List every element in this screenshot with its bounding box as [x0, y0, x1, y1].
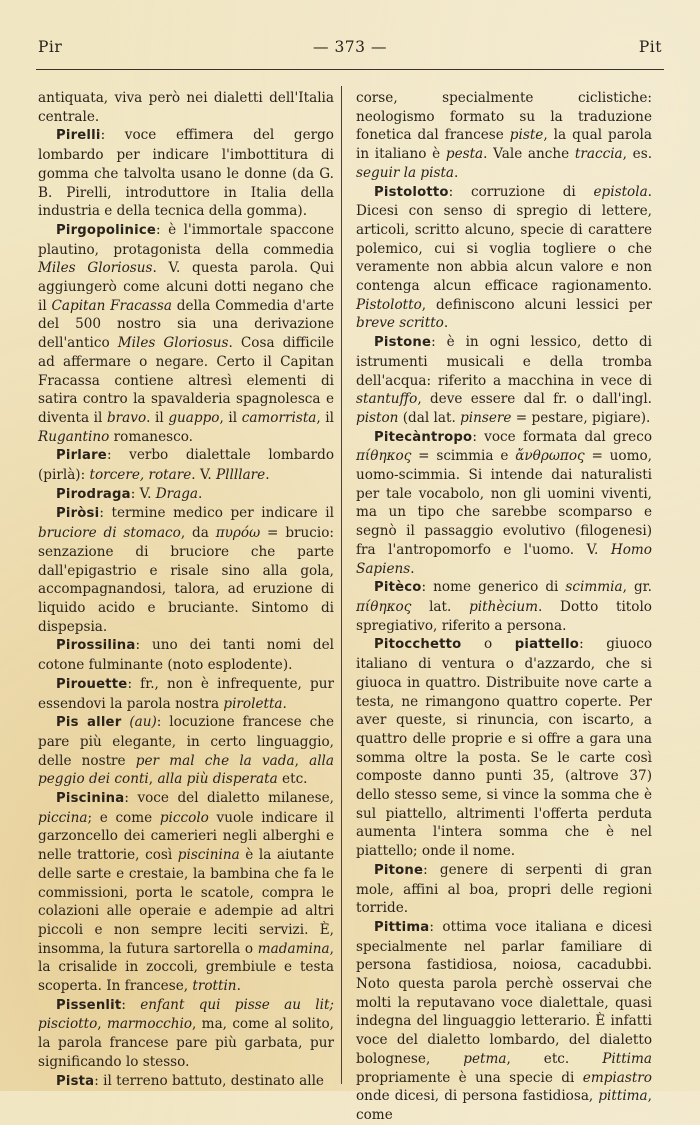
entry-text: : termine medico per indicare il: [99, 505, 334, 522]
italic-term: ἄνθρωπος: [515, 448, 585, 465]
entry-text: : il terreno battuto, destinato alle: [94, 1072, 324, 1089]
left-column: [38, 89, 334, 1091]
entry-headword: Piscinina: [56, 791, 125, 807]
entry-text: : ottima voce italiana e dicesi specialmente nel parlar familiare di persona fastidiosa, noiosa, cacadubbi. Noto questa parola perchè osservai che molti la reputavano voce dialettale, quasi indegna del linguaggio letterario. È infatti voce del dialetto lombardo, del dialetto bolognese,: [356, 918, 652, 1067]
italic-term: (au): [129, 714, 157, 731]
italic-term: piccina: [38, 809, 88, 826]
entry-text: : fr., non è infrequente, pur essendovi la parola nostra: [38, 675, 334, 712]
entry-text: : è l'immortale spaccone plautino, protagonista della commedia: [38, 221, 334, 258]
entry-text: .: [236, 978, 241, 995]
header-guide-word-left: Pir: [38, 38, 63, 56]
entry-text: , etc.: [506, 1050, 603, 1067]
italic-term: bravo: [106, 409, 147, 426]
italic-term: πίθηκος: [356, 598, 412, 615]
dictionary-entry: [356, 861, 652, 918]
entry-headword: Pirgopolinice: [56, 222, 156, 238]
column-divider: [341, 86, 342, 1084]
dictionary-entry: [38, 789, 334, 996]
italic-term: Pistolotto: [356, 296, 422, 313]
dictionary-entry: [38, 996, 334, 1072]
entry-text: : voce formata dal greco: [472, 428, 652, 445]
entry-text: : voce del dialetto milanese,: [124, 790, 334, 807]
italic-term: seguir la pista: [356, 164, 455, 181]
italic-term: scimmia: [565, 579, 623, 596]
entry-headword: Pirossilina: [56, 638, 136, 654]
dictionary-entry: [356, 918, 652, 1125]
entry-text: , la crisalide in zoccoli, grembiule e testa scoperta. In francese,: [38, 940, 334, 995]
entry-text: , il: [316, 409, 334, 426]
italic-term: pinsere: [460, 409, 512, 426]
entry-text: lat.: [411, 598, 470, 615]
italic-term: piscinina: [177, 847, 240, 864]
entry-headword: Pitone: [374, 862, 424, 878]
italic-term: alla più disperata: [157, 771, 278, 788]
italic-term: enfant qui pisse au lit; pisciotto: [38, 996, 334, 1033]
entry-headword: Pis aller: [56, 715, 122, 731]
dictionary-entry: [38, 636, 334, 674]
entry-text: .: [410, 560, 415, 577]
entry-text: ,: [97, 1016, 107, 1033]
dictionary-entry: [38, 485, 334, 505]
dictionary-entry: [38, 504, 334, 636]
entry-text: , gr.: [622, 579, 652, 596]
entry-text: . il: [146, 409, 169, 426]
italic-term: pithècium: [469, 598, 538, 615]
italic-term: Pittima: [602, 1050, 652, 1067]
entry-headword: Pirodraga: [56, 486, 131, 502]
italic-term: epistola: [593, 183, 648, 200]
italic-term: pesta: [445, 146, 484, 163]
entry-continuation: [356, 89, 652, 183]
italic-term: Rugantino: [38, 428, 110, 445]
dictionary-entry: [38, 446, 334, 484]
entry-headword: Pista: [56, 1073, 95, 1089]
entry-headword: Piròsi: [56, 506, 100, 522]
dictionary-entry: [38, 675, 334, 713]
entry-text: = scimmia e: [411, 448, 516, 465]
right-column: [356, 89, 652, 1125]
entry-text: propriamente è una specie di: [356, 1069, 583, 1086]
italic-term: Pllllare: [216, 467, 266, 484]
entry-text: .: [443, 315, 449, 332]
entry-text: , come: [356, 1088, 652, 1123]
italic-term: πίθηκος: [356, 448, 412, 465]
page-number: — 373 —: [313, 38, 387, 56]
entry-text: o: [461, 636, 515, 653]
entry-text: .: [198, 485, 203, 502]
entry-text: , deve essere dal fr. o dall'ingl.: [417, 391, 652, 408]
entry-text: ,: [294, 752, 310, 769]
entry-text: , la qual parola in italiano è: [356, 127, 652, 163]
entry-text: : uno dei tanti nomi del cotone fulminante (noto esplodente).: [38, 637, 334, 674]
entry-text: onde dicesi, di persona fastidiosa,: [356, 1088, 599, 1105]
entry-text: . V.: [191, 467, 217, 484]
dictionary-entry: [356, 183, 652, 334]
italic-term: traccia: [574, 146, 623, 163]
entry-text: : verbo dialettale lombardo (pirlà):: [38, 447, 334, 484]
italic-term: breve scritto: [356, 315, 444, 332]
entry-headword: Pitèco: [374, 580, 422, 596]
entry-text: = uomo, uomo-scimmia. Si intende dai naturalisti per tale vocabolo, non gli uomini viventi, ma un tipo che sarebbe scomparso e segnò il passaggio evolutivo (filogenesi) fra l'antropomorfo e l'uomo. V.: [356, 448, 653, 558]
entry-text: = brucio: senzazione di bruciore che parte dall'epigastrio e risale sino alla gola, accompagnandosi, talora, ad eruzione di liquido acido e bruciante. Sintomo di dispepsia.: [38, 525, 334, 635]
entry-text: della Commedia d'arte del 500 nostro sia una derivazione dell'antico: [38, 297, 334, 352]
italic-term: per mal che la vada: [135, 752, 295, 769]
entry-text: romanesco.: [109, 428, 193, 445]
italic-term: piroletta: [223, 695, 283, 712]
entry-text: è la aiutante delle sarte e crestaie, la bambina che fa le commissioni, porta le scatole, compra le colazioni alle operaie e adempie ad altri piccoli e non sempre leciti servizi. È, insomma, la futura sartorella o: [38, 847, 334, 957]
entry-text: vuole indicare il garzoncello dei camerieri negli alberghi e nelle trattorie, così: [38, 809, 334, 864]
entry-text: .: [454, 164, 459, 181]
entry-text: : V.: [130, 485, 156, 502]
entry-text: . Vale anche: [483, 146, 575, 163]
italic-term: Capitan Fracassa: [51, 297, 172, 314]
entry-text: : giuoco italiano di ventura o d'azzardo, che si giuoca in quattro. Distribuite nove carte a testa, ne rimangono quattro coperte. Per aver queste, si rinuncia, con iscarto, a quattro delle proprie e si offre a gara una somma oltre la posta. Se le carte così composte danno punti 35, (altrove 37) dello stesso seme, si vince la somma che è sul piattello, altrimenti l'offerta perduta aumenta l'intera somma che è nel piattello; onde il nome.: [356, 636, 653, 860]
entry-text: : genere di serpenti di gran mole, affini al boa, propri delle regioni torride.: [356, 861, 652, 917]
dictionary-entry: [38, 126, 334, 221]
italic-term: πυρόω: [215, 525, 261, 542]
entry-text: : è in ogni lessico, detto di istrumenti musicali e della tromba dell'acqua: riferito a macchina in vece di: [356, 334, 652, 389]
dictionary-entry: [38, 1072, 334, 1092]
entry-text: antiquata, viva però nei dialetti dell'Italia centrale.: [38, 90, 334, 125]
entry-headword: Pitecàntropo: [374, 429, 473, 445]
italic-term: Draga: [155, 485, 199, 502]
italic-term: bruciore di stomaco: [38, 525, 181, 542]
italic-term: petma: [463, 1050, 507, 1067]
entry-headword: piattello: [514, 637, 580, 653]
entry-headword: Pistolotto: [374, 184, 449, 200]
entry-text: : nome generico di: [421, 579, 566, 596]
entry-text: . Dicesi con senso di spregio di lettere, articoli, scritto alcuno, specie di carattere polemico, cui si voglia togliere o che veramente non abbia alcun valore e non contenga alcun efficace ragionamento.: [356, 183, 652, 295]
italic-term: camorrista: [241, 409, 317, 426]
italic-term: piste: [509, 127, 544, 144]
italic-term: pittima: [598, 1088, 648, 1105]
entry-continuation: [38, 89, 334, 126]
entry-text: ; e come: [87, 809, 160, 826]
dictionary-entry: [38, 221, 334, 446]
entry-text: , definiscono alcuni lessici per: [421, 296, 652, 313]
entry-headword: Pissenlit: [56, 997, 122, 1013]
dictionary-entry: [356, 333, 652, 428]
header-guide-word-right: Pit: [638, 38, 662, 56]
running-header: [36, 38, 664, 58]
entry-headword: Pirelli: [56, 128, 101, 144]
entry-text: . Dotto titolo spregiativo, riferito a persona.: [356, 598, 652, 634]
entry-text: = pestare, pigiare).: [511, 409, 651, 426]
entry-text: : locuzione francese che pare più elegante, in certo linguaggio, delle nostre: [38, 714, 334, 769]
entry-text: ,: [148, 771, 158, 788]
entry-text: :: [121, 996, 141, 1013]
italic-term: guappo: [168, 409, 220, 426]
entry-text: corse, specialmente ciclistiche: neologismo formato su la traduzione fonetica dal francese: [356, 90, 652, 144]
entry-headword: Pitocchetto: [374, 637, 462, 653]
italic-term: alla peggio dei conti: [38, 752, 334, 788]
entry-text: , ma, come al solito, la parola francese pare più garbata, pur significando lo stesso.: [38, 1016, 334, 1070]
italic-term: Homo Sapiens: [356, 541, 652, 577]
italic-term: piston: [356, 409, 399, 426]
entry-headword: Pistone: [374, 335, 432, 351]
dictionary-entry: [356, 428, 652, 579]
dictionary-entry: [356, 635, 652, 860]
header-rule: [36, 69, 664, 70]
entry-text: . Cosa difficile ad affermare o negare. Certo il Capitan Fracassa contiene altresì elementi di satira contro la spavalderia spagnolesca e diventa il: [38, 335, 334, 426]
entry-text: .: [282, 695, 287, 712]
dictionary-entry: [356, 578, 652, 635]
entry-text: . V. questa parola. Qui aggiungerò come alcuni dotti negano che il: [38, 260, 334, 314]
italic-term: stantuffo: [356, 391, 418, 408]
italic-term: empiastro: [582, 1069, 652, 1086]
italic-term: piccolo: [159, 809, 209, 826]
entry-text: etc.: [277, 771, 308, 788]
italic-term: marmocchio: [106, 1016, 193, 1033]
dictionary-entry: [38, 713, 334, 789]
italic-term: Miles Gloriosus: [117, 335, 229, 352]
entry-text: , il: [219, 409, 242, 426]
entry-headword: Pirlare: [56, 448, 107, 464]
entry-text: (dal lat.: [398, 409, 461, 426]
italic-term: Miles Gloriosus: [38, 260, 153, 277]
italic-term: trottin: [192, 978, 237, 995]
italic-term: madamina: [257, 940, 330, 957]
entry-headword: Pittima: [374, 919, 430, 935]
entry-text: : voce effimera del gergo lombardo per indicare l'imbottitura di gomma che talvolta usano le donne (da G. B. Pirelli, introduttore in Italia della industria e della tecnica della gomma).: [38, 127, 334, 220]
entry-text: , es.: [622, 146, 653, 163]
entry-text: .: [265, 467, 270, 484]
italic-term: torcere, rotare: [89, 467, 192, 484]
entry-text: , da: [180, 525, 216, 542]
entry-headword: Pirouette: [56, 676, 128, 692]
entry-text: : corruzione di: [448, 183, 594, 200]
